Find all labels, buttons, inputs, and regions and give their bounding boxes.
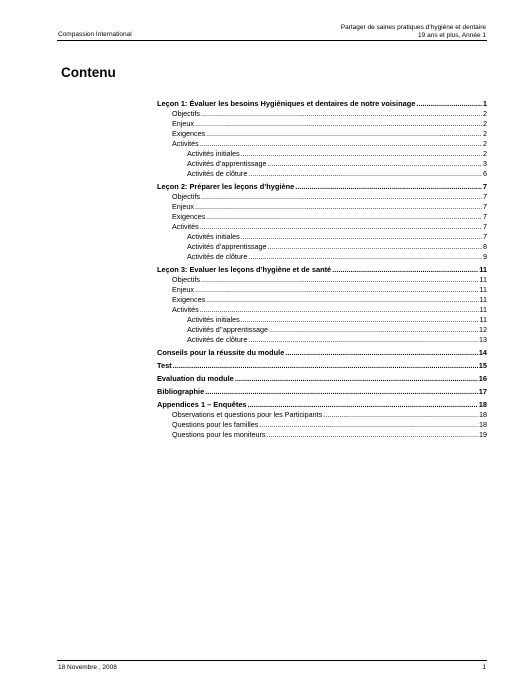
toc-entry-label: Activités d’apprentissage	[187, 159, 267, 168]
toc-entry[interactable]	[157, 420, 487, 430]
footer-date: 18 Novembre , 2008	[58, 664, 117, 671]
toc-entry-label: Questions pour les familles	[172, 420, 259, 429]
toc-entry[interactable]	[157, 305, 487, 315]
toc-entry[interactable]	[157, 129, 487, 139]
toc-entry-page: 7	[482, 182, 487, 191]
toc-dot-leader	[332, 265, 478, 275]
toc-entry[interactable]	[157, 295, 487, 305]
toc-entry-label: Leçon 1: Évaluer les besoins Hygiéniques et dentaires de notre voisinage	[157, 99, 416, 108]
toc-entry-label: Bibliographie	[157, 387, 205, 396]
toc-entry[interactable]	[157, 159, 487, 169]
toc-entry-label: Activités de clôture	[187, 335, 248, 344]
toc-entry[interactable]	[157, 348, 487, 358]
table-of-contents	[157, 99, 487, 440]
toc-entry-label: Activités	[172, 139, 199, 148]
toc-entry[interactable]	[157, 242, 487, 252]
toc-entry[interactable]	[157, 315, 487, 325]
toc-entry[interactable]	[157, 325, 487, 335]
header-rule	[57, 40, 487, 41]
toc-entry[interactable]	[157, 119, 487, 129]
toc-entry-label: Objectifs	[172, 275, 200, 284]
toc-entry[interactable]	[157, 265, 487, 275]
toc-dot-leader	[206, 295, 478, 305]
toc-entry[interactable]	[157, 169, 487, 179]
header-document-title	[341, 24, 486, 40]
toc-entry-page: 7	[483, 212, 487, 221]
toc-entry[interactable]	[157, 252, 487, 262]
toc-dot-leader	[200, 139, 482, 149]
toc-dot-leader	[195, 285, 479, 295]
toc-entry[interactable]	[157, 361, 487, 371]
toc-dot-leader	[248, 400, 478, 410]
header-title-line1: Partager de saines pratiques d’hygiène et dentaire	[340, 24, 486, 31]
toc-entry-page: 8	[483, 242, 487, 251]
toc-entry-label: Activités	[172, 222, 199, 231]
toc-entry-label: Enjeux	[172, 202, 194, 211]
toc-entry-page: 1	[482, 99, 487, 108]
toc-entry[interactable]	[157, 430, 487, 440]
toc-entry-page: 16	[478, 374, 487, 383]
toc-entry-label: Activités	[172, 305, 199, 314]
toc-entry-page: 18	[478, 400, 487, 409]
toc-dot-leader	[268, 159, 482, 169]
toc-entry-label: Objectifs	[172, 109, 200, 118]
toc-entry-page: 12	[479, 325, 487, 334]
toc-dot-leader	[285, 348, 477, 358]
toc-entry-page: 2	[483, 149, 487, 158]
toc-dot-leader	[201, 192, 482, 202]
toc-dot-leader	[200, 305, 479, 315]
toc-entry[interactable]	[157, 139, 487, 149]
toc-entry-label: Leçon 2: Préparer les leçons d’hygiène	[157, 182, 295, 191]
toc-dot-leader	[201, 109, 482, 119]
toc-entry-label: Observations et questions pour les Participants	[172, 410, 323, 419]
toc-entry[interactable]	[157, 99, 487, 109]
toc-entry-label: Exigences	[172, 212, 206, 221]
toc-dot-leader	[201, 275, 479, 285]
toc-entry[interactable]	[157, 400, 487, 410]
toc-entry-page: 9	[483, 252, 487, 261]
toc-entry-page: 18	[479, 410, 487, 419]
toc-entry-page: 11	[479, 315, 487, 324]
toc-entry-label: Objectifs	[172, 192, 200, 201]
toc-entry-label: Activités d’’apprentissage	[187, 325, 268, 334]
toc-entry-page: 6	[483, 169, 487, 178]
toc-entry[interactable]	[157, 149, 487, 159]
toc-dot-leader	[248, 169, 482, 179]
toc-entry-page: 11	[479, 265, 487, 274]
toc-entry-label: Activités d’apprentissage	[187, 242, 267, 251]
toc-dot-leader	[266, 430, 478, 440]
toc-entry[interactable]	[157, 212, 487, 222]
toc-dot-leader	[259, 420, 478, 430]
toc-entry-label: Questions pour les moniteurs	[172, 430, 266, 439]
toc-entry-page: 7	[483, 192, 487, 201]
toc-entry-page: 18	[479, 420, 487, 429]
header-organization: Compassion International	[58, 31, 132, 38]
toc-entry-page: 7	[483, 222, 487, 231]
toc-entry-label: Enjeux	[172, 119, 194, 128]
toc-entry-label: Activités initiales	[187, 315, 240, 324]
toc-dot-leader	[241, 232, 482, 242]
toc-entry-page: 17	[478, 387, 487, 396]
toc-entry[interactable]	[157, 222, 487, 232]
toc-entry-label: Activités de clôture	[187, 252, 248, 261]
toc-entry-label: Activités initiales	[187, 232, 240, 241]
toc-entry-page: 11	[479, 305, 487, 314]
toc-entry-page: 11	[479, 275, 487, 284]
toc-dot-leader	[268, 242, 482, 252]
toc-dot-leader	[206, 129, 482, 139]
toc-entry-page: 2	[483, 109, 487, 118]
toc-entry-label: Activités de clôture	[187, 169, 248, 178]
header-title-line2: 19 ans et plus, Année 1	[418, 32, 486, 39]
toc-dot-leader	[248, 252, 482, 262]
toc-entry-page: 2	[483, 129, 487, 138]
toc-entry-page: 19	[479, 430, 487, 439]
toc-entry-label: Appendices 1 – Enquêtes	[157, 400, 247, 409]
toc-entry-label: Enjeux	[172, 285, 194, 294]
toc-entry[interactable]	[157, 387, 487, 397]
toc-entry-label: Exigences	[172, 295, 206, 304]
toc-entry-page: 11	[479, 285, 487, 294]
toc-entry-page: 15	[478, 361, 487, 370]
toc-entry[interactable]	[157, 182, 487, 192]
toc-dot-leader	[241, 315, 479, 325]
toc-entry-label: Evaluation du module	[157, 374, 234, 383]
toc-dot-leader	[248, 335, 478, 345]
toc-dot-leader	[200, 222, 482, 232]
toc-dot-leader	[241, 149, 482, 159]
footer-rule	[57, 660, 487, 661]
toc-entry-page: 7	[483, 232, 487, 241]
toc-dot-leader	[269, 325, 478, 335]
toc-entry[interactable]	[157, 232, 487, 242]
toc-entry[interactable]	[157, 335, 487, 345]
toc-entry[interactable]	[157, 109, 487, 119]
toc-entry-page: 3	[483, 159, 487, 168]
toc-entry[interactable]	[157, 192, 487, 202]
toc-entry-page: 7	[483, 202, 487, 211]
toc-entry-label: Conseils pour la réussite du module	[157, 348, 285, 357]
toc-entry-label: Exigences	[172, 129, 206, 138]
toc-dot-leader	[323, 410, 478, 420]
toc-entry-label: Test	[157, 361, 172, 370]
toc-entry-page: 14	[478, 348, 487, 357]
page-title: Contenu	[61, 65, 116, 80]
toc-dot-leader	[195, 119, 482, 129]
toc-entry-label: Activités initiales	[187, 149, 240, 158]
toc-entry[interactable]	[157, 202, 487, 212]
toc-entry[interactable]	[157, 410, 487, 420]
toc-entry-page: 2	[483, 139, 487, 148]
toc-entry-page: 13	[479, 335, 487, 344]
toc-dot-leader	[195, 202, 482, 212]
toc-dot-leader	[205, 387, 478, 397]
toc-dot-leader	[173, 361, 478, 371]
toc-entry-page: 11	[479, 295, 487, 304]
toc-dot-leader	[295, 182, 482, 192]
footer-page-number: 1	[482, 664, 486, 671]
toc-entry-page: 2	[483, 119, 487, 128]
toc-entry[interactable]	[157, 275, 487, 285]
toc-entry-label: Leçon 3: Evaluer les leçons d’hygiène et de santé	[157, 265, 332, 274]
toc-entry[interactable]	[157, 285, 487, 295]
toc-dot-leader	[416, 99, 482, 109]
toc-entry[interactable]	[157, 374, 487, 384]
toc-dot-leader	[206, 212, 482, 222]
toc-dot-leader	[235, 374, 478, 384]
